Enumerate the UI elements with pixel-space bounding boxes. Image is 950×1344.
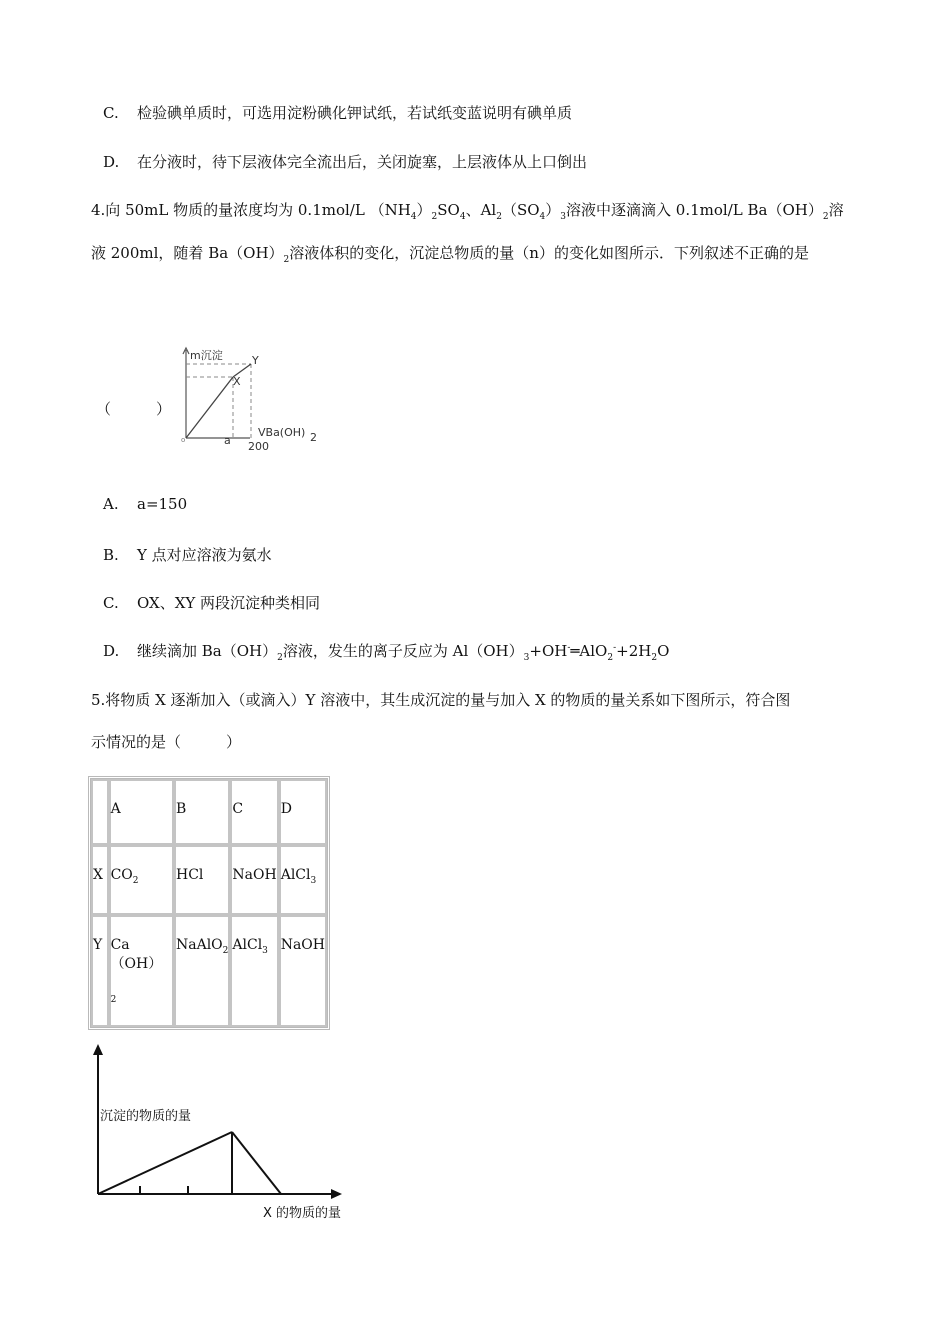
subscript: 4: [459, 212, 466, 222]
table-cell: [174, 845, 230, 915]
option-text: 在分液时，待下层液体完全流出后，关闭旋塞，上层液体从上口倒出: [137, 153, 588, 171]
cell-text: HCl: [175, 867, 204, 883]
point-y-label: Y: [252, 354, 259, 367]
option-label: C.: [103, 104, 119, 122]
table-header-d: D: [279, 779, 327, 845]
option-text: Y 点对应溶液为氨水: [137, 546, 272, 564]
q4-option-b: [103, 544, 272, 565]
x-axis-arrow: [331, 1189, 342, 1199]
option-label: B.: [103, 546, 119, 564]
subscript: 2: [607, 653, 614, 663]
x-axis-label: X 的物质的量: [263, 1206, 342, 1221]
text: +OH: [529, 642, 568, 660]
q5-stem-line-1: 5.将物质 X 逐渐加入（或滴入）Y 溶液中，其生成沉淀的量与加入 X 的物质的量关系如下图所示，符合图: [91, 691, 791, 709]
table-cell: [109, 845, 174, 915]
superscript: -: [613, 643, 617, 653]
q5-stem-line-2: 示情况的是（ ）: [91, 733, 242, 751]
text: 溶: [828, 201, 844, 219]
x-axis-label-sub: 2: [310, 431, 317, 444]
row-label-y: Y: [91, 915, 109, 1027]
text: SO: [437, 201, 460, 219]
text: 继续滴加 Ba（OH）: [137, 642, 278, 660]
text: +2H: [616, 642, 652, 660]
subscript: 3: [310, 875, 317, 886]
text: 溶液中逐滴滴入 0.1mol/L Ba（OH）: [566, 201, 823, 219]
q4-answer-paren: （ ）: [96, 400, 172, 418]
cell-text: NaOH: [232, 867, 277, 883]
option-label: C.: [103, 594, 119, 612]
table-header-row: [91, 779, 327, 845]
table-cell: [279, 845, 327, 915]
table-cell: [230, 915, 278, 1027]
subscript: 4: [539, 212, 546, 222]
q5-options-table: [88, 776, 330, 1030]
subscript: 2: [496, 212, 502, 222]
option-text: a=150: [137, 495, 188, 513]
table-row-y: [91, 915, 327, 1027]
table-cell: [279, 915, 327, 1027]
option-text: OX、XY 两段沉淀种类相同: [137, 594, 321, 612]
q4-option-a: [103, 495, 187, 513]
cell-text: AlCl: [232, 937, 263, 953]
option-label: D.: [103, 153, 120, 171]
rising-segment: [98, 1132, 232, 1194]
superscript: -: [567, 643, 571, 653]
text: ）: [416, 201, 432, 219]
y-axis-label: m沉淀: [190, 349, 223, 362]
y-axis-label: 沉淀的物质的量: [100, 1109, 192, 1124]
text: 4.向 50mL 物质的量浓度均为 0.1mol/L （NH: [91, 201, 411, 219]
q4-option-d: [103, 640, 669, 663]
table-header-b: B: [174, 779, 230, 845]
cell-text: CO: [110, 867, 133, 883]
y-axis-arrow: [93, 1044, 103, 1055]
q4-option-c: [103, 592, 320, 613]
q3-option-c: [103, 102, 572, 123]
table-cell: [109, 915, 174, 1027]
table-cell: [91, 779, 109, 845]
option-label: A.: [103, 495, 119, 513]
option-text: 检验碘单质时，可选用淀粉碘化钾试纸，若试纸变蓝说明有碘单质: [137, 104, 573, 122]
q5-graph: [88, 1040, 368, 1230]
row-label-x: X: [91, 845, 109, 915]
subscript: 2: [283, 255, 290, 265]
table-cell: [174, 915, 230, 1027]
subscript: 2: [132, 875, 139, 886]
cell-text: AlCl: [280, 867, 311, 883]
segment-ox: [186, 377, 233, 438]
subscript: 3: [262, 945, 268, 956]
falling-segment: [232, 1132, 281, 1194]
table-row-x: [91, 845, 327, 915]
text: 溶液，发生的离子反应为 Al（OH）: [282, 642, 524, 660]
subscript: 3: [560, 212, 567, 222]
cell-text: NaAlO: [175, 937, 223, 953]
table-header-a: A: [109, 779, 174, 845]
table-header-c: C: [230, 779, 278, 845]
table-cell: [230, 845, 278, 915]
subscript: 3: [523, 653, 530, 663]
subscript: 2: [277, 653, 283, 663]
x-axis-label: VBa(OH): [258, 426, 306, 439]
q3-option-d: [103, 151, 587, 172]
subscript: 2: [222, 945, 229, 956]
cell-text: NaOH: [280, 937, 325, 953]
text: ）: [545, 201, 561, 219]
subscript: 2: [431, 212, 438, 222]
tick-a-label: a: [224, 434, 231, 447]
cell-text: Ca（OH）: [110, 937, 163, 972]
subscript: 2: [110, 995, 117, 1005]
q4-graph: [178, 340, 328, 455]
q4-stem-line-1: [91, 199, 844, 222]
subscript: 2: [822, 212, 829, 222]
origin-label: o: [181, 436, 186, 444]
text: ═AlO: [570, 642, 608, 660]
option-label: D.: [103, 642, 120, 660]
text: 液 200ml，随着 Ba（OH）: [91, 244, 284, 262]
q4-stem-line-2: [91, 242, 809, 265]
subscript: 4: [410, 212, 417, 222]
point-x-label: X: [233, 375, 241, 388]
subscript: 2: [651, 653, 658, 663]
text: O: [657, 642, 670, 660]
text: （SO: [501, 201, 540, 219]
text: 、Al: [465, 201, 497, 219]
text: 溶液体积的变化，沉淀总物质的量（n）的变化如图所示．下列叙述不正确的是: [289, 244, 809, 262]
tick-200-label: 200: [248, 440, 269, 453]
